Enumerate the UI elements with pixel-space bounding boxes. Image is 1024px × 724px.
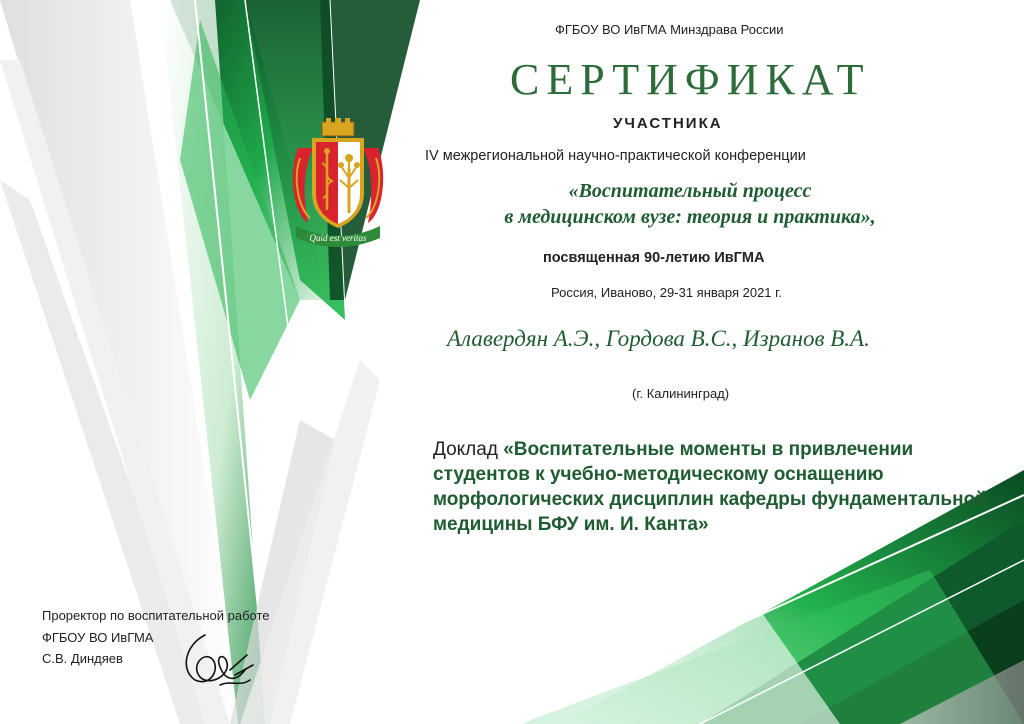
svg-text:Quid est veritas: Quid est veritas [309, 233, 367, 243]
conference-theme-line2: в медицинском вузе: теория и практика», [504, 206, 876, 228]
conference-theme-line1: «Воспитательный процесс [568, 180, 812, 202]
conference-line: IV межрегиональной научно-практической конференции [425, 148, 806, 164]
signatory-name: С.В. Диндяев [42, 651, 123, 666]
signatory-position: Проректор по воспитательной работе [42, 608, 270, 623]
conference-theme [420, 178, 960, 230]
authors-city: (г. Калининград) [632, 386, 730, 401]
signatory-organization: ФГБОУ ВО ИвГМА [42, 630, 154, 645]
issuer-line: ФГБОУ ВО ИвГМА Минздрава России [555, 22, 784, 37]
dedication-line: посвященная 90-летию ИвГМА [543, 250, 765, 266]
certificate-title: СЕРТИФИКАТ [510, 55, 871, 104]
report-title: «Воспитательные моменты в привлечении студентов к учебно-методическому оснащению морфологических дисциплин кафедры фундаментальной медицины БФУ им. И. Канта» [433, 439, 987, 535]
place-date: Россия, Иваново, 29-31 января 2021 г. [551, 285, 782, 300]
certificate-subtitle: УЧАСТНИКА [613, 115, 723, 132]
report-block [433, 437, 993, 537]
handwritten-signature-icon [175, 625, 255, 695]
report-prefix: Доклад [433, 439, 504, 460]
emblem-crest-icon [288, 118, 388, 253]
authors-names: Алавердян А.Э., Гордова В.С., Изранов В.А. [447, 326, 870, 351]
